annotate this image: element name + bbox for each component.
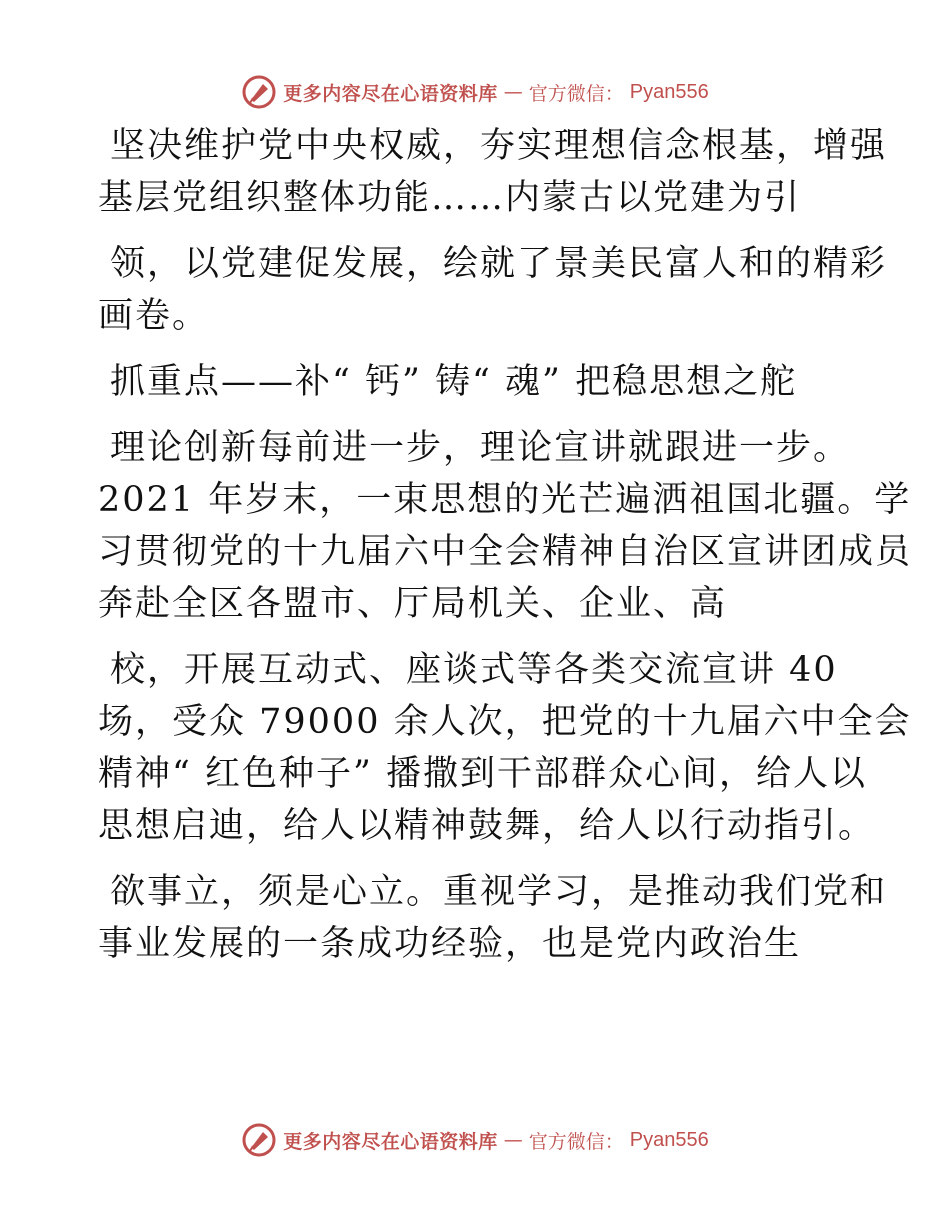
brand-text: 更多内容尽在心语资料库	[283, 82, 498, 105]
footer-banner	[0, 1120, 950, 1160]
body-line: 欲事立，须是心立。重视学习，是推动我们党和	[110, 872, 888, 912]
body-line: 领，以党建促发展，绘就了景美民富人和的精彩	[110, 244, 888, 284]
body-line: 奔赴全区各盟市、厅局机关、企业、高	[98, 584, 728, 624]
contact-label: 官方微信：	[528, 1130, 624, 1153]
body-line: 事业发展的一条成功经验，也是党内政治生	[98, 924, 802, 964]
contact-label: 官方微信：	[528, 82, 624, 105]
body-line: 坚决维护党中央权威，夯实理想信念根基，增强	[110, 126, 888, 166]
separator: —	[503, 1129, 523, 1151]
header-banner	[0, 72, 950, 112]
body-line: 画卷。	[98, 296, 210, 336]
pen-nib-logo-icon	[241, 1122, 277, 1158]
body-line: 校，开展互动式、座谈式等各类交流宣讲 40	[110, 650, 838, 690]
body-line: 理论创新每前进一步，理论宣讲就跟进一步。	[110, 428, 851, 468]
contact-id: Pyan556	[629, 80, 709, 103]
body-line: 场，受众 79000 余人次，把党的十九届六中全会	[98, 702, 912, 742]
body-line: 习贯彻党的十九届六中全会精神自治区宣讲团成员	[98, 532, 913, 572]
brand-text: 更多内容尽在心语资料库	[283, 1130, 498, 1153]
body-line: 思想启迪，给人以精神鼓舞，给人以行动指引。	[98, 806, 876, 846]
pen-nib-logo-icon	[241, 74, 277, 110]
body-line: 基层党组织整体功能……内蒙古以党建为引	[98, 178, 802, 218]
section-heading: 抓重点——补“ 钙” 铸“ 魂” 把稳思想之舵	[110, 362, 798, 402]
document-body	[98, 120, 913, 970]
body-line: 2021 年岁末，一束思想的光芒遍洒祖国北疆。学	[98, 480, 912, 520]
separator: —	[503, 81, 523, 103]
body-line: 精神“ 红色种子” 播撒到干部群众心间，给人以	[98, 754, 868, 794]
contact-id: Pyan556	[629, 1128, 709, 1151]
